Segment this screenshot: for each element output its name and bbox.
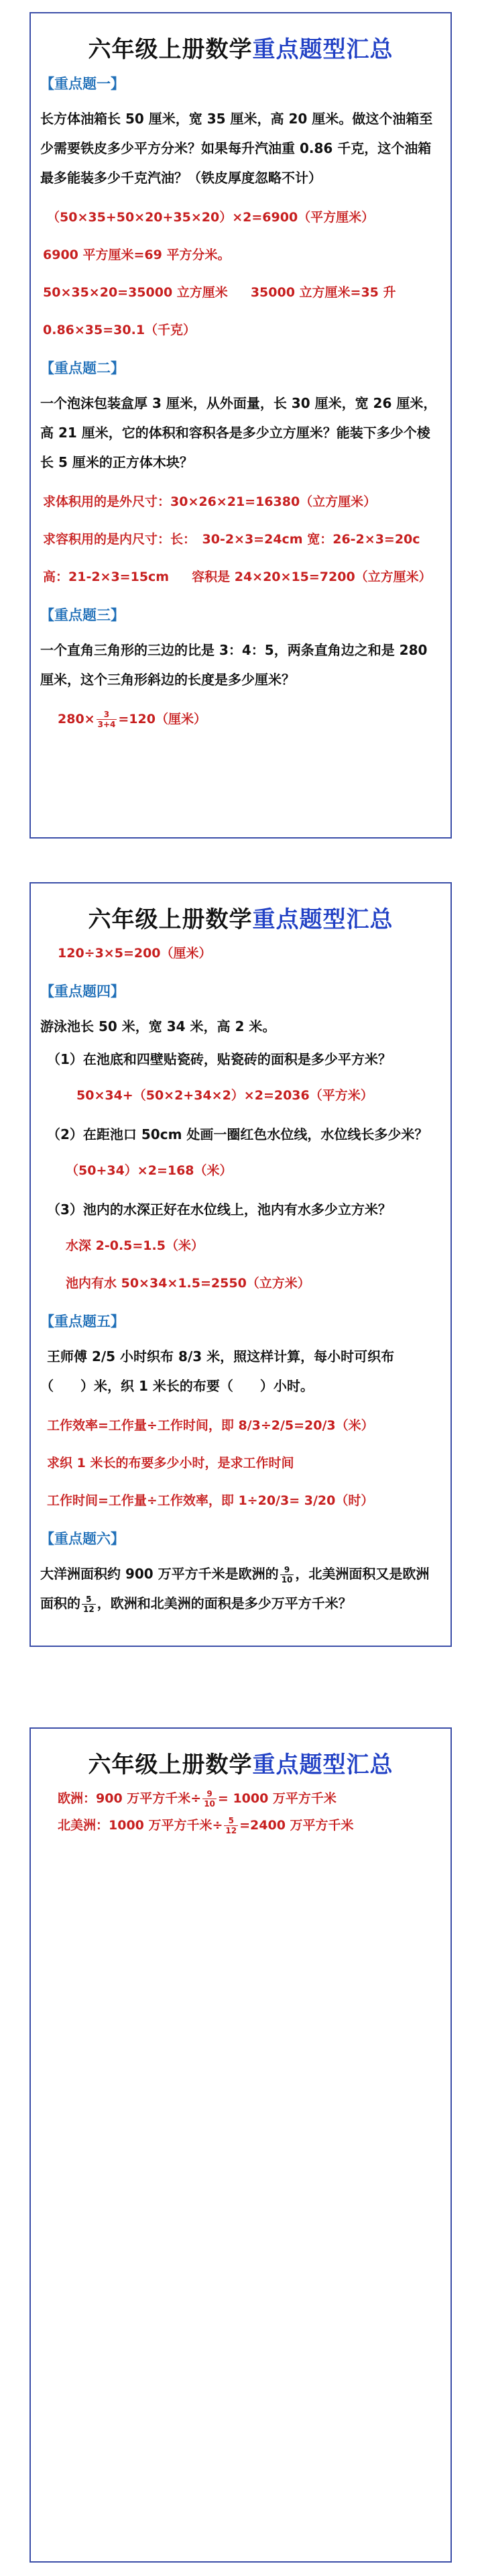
answer-5-line-2: 求织 1 米长的布要多少小时，是求工作时间 xyxy=(47,1456,294,1470)
fraction xyxy=(280,1565,294,1585)
question-4-part-2: （2）在距池口 50cm 处画一圈红色水位线，水位线长多少米？ xyxy=(47,1126,428,1142)
answer-4-line-2: （50+34）×2=168（米） xyxy=(66,1163,233,1178)
document-page-2 xyxy=(29,882,452,1647)
answer-6-line-2-post: =2400 万平方千米 xyxy=(239,1818,354,1833)
fraction-numerator: 9 xyxy=(280,1565,294,1575)
fraction-denominator: 3+4 xyxy=(97,720,116,729)
answer-6-line-1-post: = 1000 万平方千米 xyxy=(217,1791,337,1806)
question-6 xyxy=(40,1559,441,1618)
answer-1-line-3a: 50×35×20=35000 立方厘米 xyxy=(43,285,228,300)
section-heading-2: 【重点题二】 xyxy=(40,360,125,376)
answer-2-line-3a: 高：21-2×3=15cm xyxy=(43,570,170,584)
question-4-part-1: （1）在池底和四壁贴瓷砖，贴瓷砖的面积是多少平方米？ xyxy=(47,1051,391,1067)
answer-4-line-3: 水深 2-0.5=1.5（米） xyxy=(66,1238,204,1253)
answer-3-post: =120（厘米） xyxy=(118,712,206,727)
fraction xyxy=(224,1816,238,1835)
title-highlight: 重点题型汇总 xyxy=(252,36,394,63)
answer-6-line-2 xyxy=(58,1815,441,1835)
section-heading-5: 【重点题五】 xyxy=(40,1313,125,1330)
title-highlight: 重点题型汇总 xyxy=(252,906,394,933)
question-5: 王师傅 2/5 小时织布 8/3 米，照这样计算，每小时可织布（ ）米，织 1 米长的布要（ ）小时。 xyxy=(40,1348,395,1394)
fraction-denominator: 12 xyxy=(83,1605,95,1614)
question-1: 长方体油箱长 50 厘米，宽 35 厘米，高 20 厘米。做这个油箱至少需要铁皮多少平方分米？如果每升汽油重 0.86 千克，这个油箱最多能装多少千克汽油？（铁皮厚度忽略不计） xyxy=(40,111,433,186)
answer-2-line-1: 求体积用的是外尺寸：30×26×21=16380（立方厘米） xyxy=(43,494,377,509)
answer-4-line-4: 池内有水 50×34×1.5=2550（立方米） xyxy=(66,1276,310,1291)
question-4: 游泳池长 50 米，宽 34 米，高 2 米。 xyxy=(40,1018,276,1034)
fraction-numerator: 5 xyxy=(224,1816,238,1826)
answer-1-line-3b: 35000 立方厘米=35 升 xyxy=(250,285,396,300)
answer-6-line-1-pre: 欧洲：900 万平方千米÷ xyxy=(58,1791,202,1806)
fraction xyxy=(97,710,117,729)
question-6-part-3: ，欧洲和北美洲的面积是多少万平方千米？ xyxy=(97,1595,352,1611)
answer-2-line-3 xyxy=(43,567,441,587)
question-6-part-1: 大洋洲面积约 900 万平方千米是欧洲的 xyxy=(40,1566,279,1582)
fraction-numerator: 9 xyxy=(202,1789,217,1799)
answer-2-line-3b: 容积是 24×20×15=7200（立方厘米） xyxy=(192,570,432,584)
fraction xyxy=(202,1789,217,1809)
page-title xyxy=(31,901,450,934)
answer-6-line-2-pre: 北美洲：1000 万平方千米÷ xyxy=(58,1818,223,1833)
answer-4-line-1: 50×34+（50×2+34×2）×2=2036（平方米） xyxy=(76,1088,373,1103)
answer-6-line-1 xyxy=(58,1788,441,1809)
title-highlight: 重点题型汇总 xyxy=(252,1752,394,1778)
answer-3-continued: 120÷3×5=200（厘米） xyxy=(58,946,212,961)
answer-1-line-4: 0.86×35=30.1（千克） xyxy=(43,323,196,337)
page-title xyxy=(31,31,450,64)
question-2: 一个泡沫包装盒厚 3 厘米，从外面量，长 30 厘米，宽 26 厘米，高 21 厘米，它的体积和容积各是多少立方厘米？能装下多少个棱长 5 厘米的正方体木块？ xyxy=(40,395,437,470)
title-text: 六年级上册数学 xyxy=(88,1752,253,1778)
title-text: 六年级上册数学 xyxy=(88,906,253,933)
answer-1-line-1: （50×35+50×20+35×20）×2=6900（平方厘米） xyxy=(47,210,375,225)
answer-1-line-3 xyxy=(43,282,441,303)
answer-1-line-2: 6900 平方厘米=69 平方分米。 xyxy=(43,248,231,262)
answer-3-line-1 xyxy=(58,709,441,729)
fraction-denominator: 10 xyxy=(281,1575,293,1585)
answer-5-line-1: 工作效率=工作量÷工作时间，即 8/3÷2/5=20/3（米） xyxy=(47,1418,374,1433)
answer-3-pre: 280× xyxy=(58,712,95,727)
fraction xyxy=(82,1595,96,1614)
section-heading-4: 【重点题四】 xyxy=(40,983,125,1000)
document-page-3 xyxy=(29,1727,452,2563)
document-page-1 xyxy=(29,12,452,839)
page-title xyxy=(31,1746,450,1779)
section-heading-1: 【重点题一】 xyxy=(40,76,125,92)
question-6-part-2: ，北美洲面积又是欧洲面积的 xyxy=(40,1566,430,1611)
fraction-denominator: 10 xyxy=(204,1799,215,1809)
question-4-part-3: （3）池内的水深正好在水位线上，池内有水多少立方米？ xyxy=(47,1201,391,1218)
fraction-numerator: 5 xyxy=(82,1595,96,1605)
answer-2-line-2: 求容积用的是内尺寸：长： 30-2×3=24cm 宽：26-2×3=20c xyxy=(43,532,420,547)
fraction-denominator: 12 xyxy=(225,1826,237,1835)
answer-5-line-3: 工作时间=工作量÷工作效率，即 1÷20/3= 3/20（时） xyxy=(47,1493,374,1508)
section-heading-6: 【重点题六】 xyxy=(40,1531,125,1547)
fraction-numerator: 3 xyxy=(97,710,117,720)
section-heading-3: 【重点题三】 xyxy=(40,607,125,623)
title-text: 六年级上册数学 xyxy=(88,36,253,63)
question-3: 一个直角三角形的三边的比是 3：4：5，两条直角边之和是 280 厘米，这个三角形斜边的长度是多少厘米？ xyxy=(40,642,428,688)
